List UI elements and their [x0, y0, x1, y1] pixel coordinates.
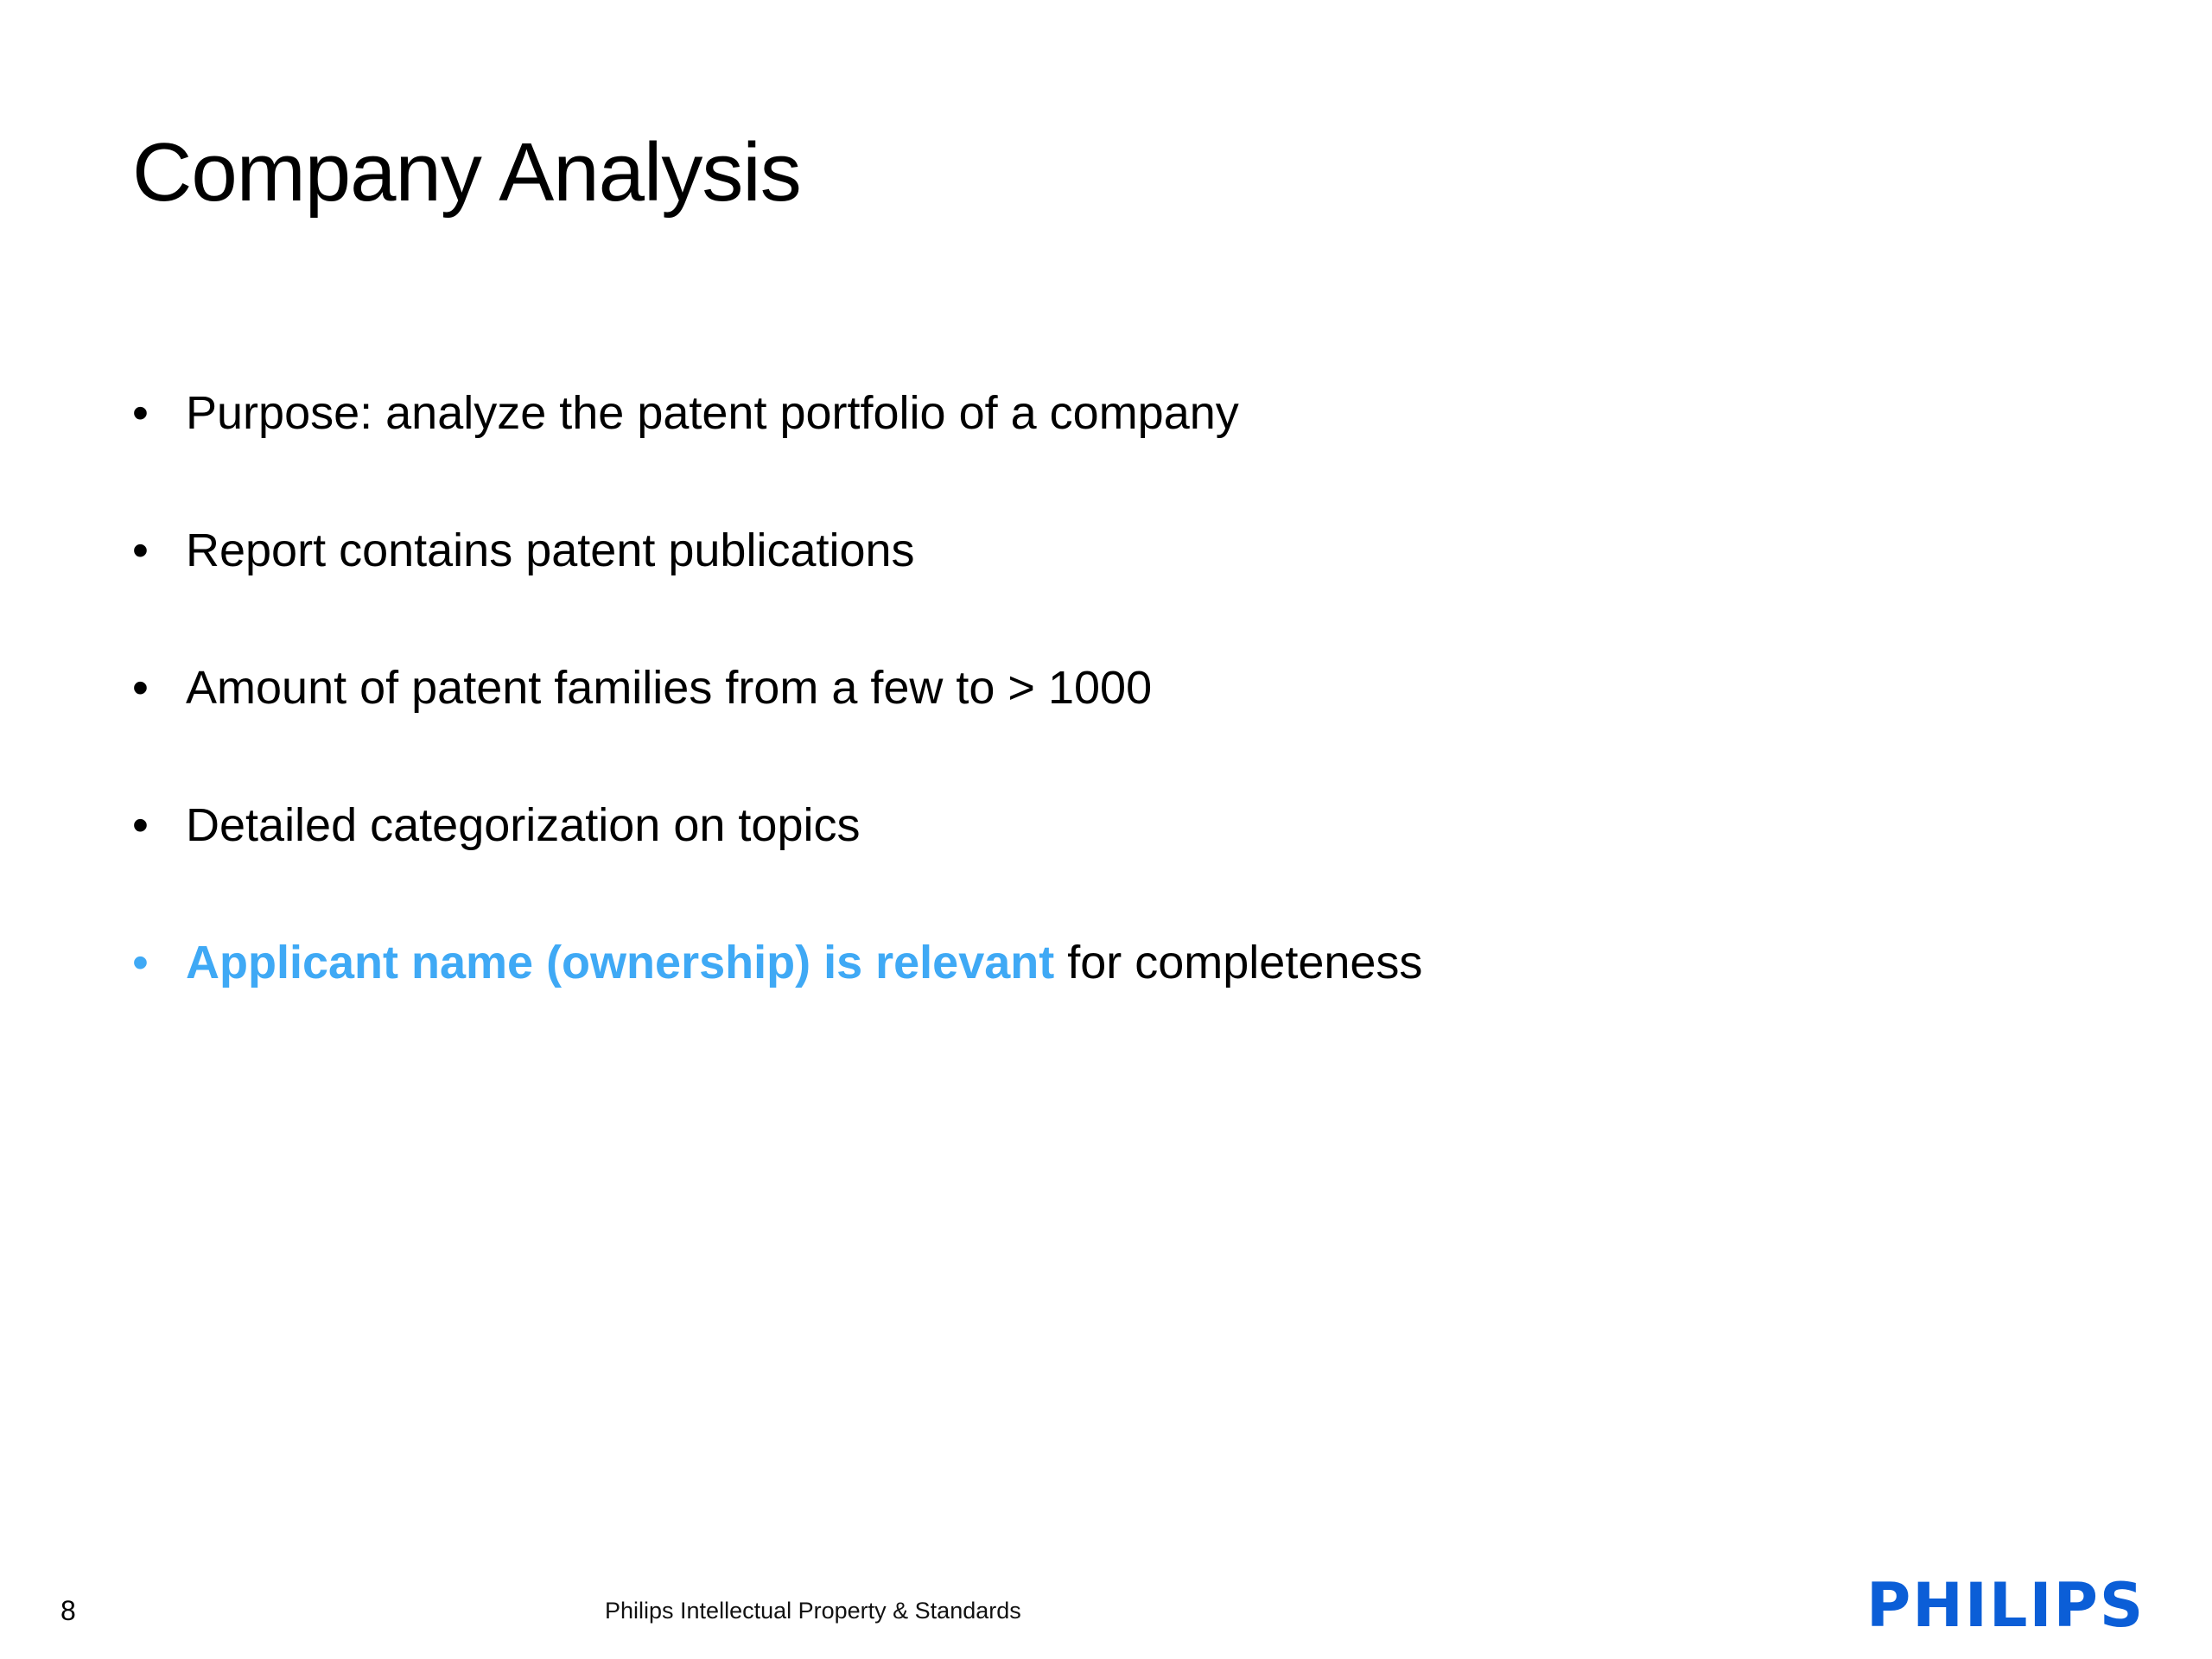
- bullet-item-applicant: [132, 919, 1422, 1057]
- bullet-text: Amount of patent families from a few to > 1000: [186, 662, 1153, 714]
- philips-logo: PHILIPS: [1866, 1570, 2145, 1641]
- bullet-text: Purpose: analyze the patent portfolio of a company: [186, 387, 1239, 439]
- bullet-dot-icon: •: [132, 662, 149, 714]
- bullet-dot-icon: •: [132, 387, 149, 439]
- footer-organization: Philips Intellectual Property & Standards: [605, 1598, 1021, 1624]
- bullet-item-categorization: [132, 782, 1422, 919]
- bullet-highlight-text: Applicant name (ownership) is relevant: [186, 937, 1055, 988]
- slide-title: Company Analysis: [132, 126, 801, 219]
- bullet-text: Detailed categorization on topics: [186, 799, 861, 851]
- bullet-text: for completeness: [1054, 937, 1423, 988]
- bullet-item-amount: [132, 645, 1422, 782]
- bullet-dot-icon: •: [132, 937, 149, 988]
- bullet-list: [132, 370, 1422, 1057]
- bullet-item-purpose: [132, 370, 1422, 507]
- bullet-dot-icon: •: [132, 524, 149, 576]
- bullet-text: Report contains patent publications: [186, 524, 915, 576]
- bullet-item-report: [132, 507, 1422, 645]
- bullet-dot-icon: •: [132, 799, 149, 851]
- page-number: 8: [60, 1595, 76, 1626]
